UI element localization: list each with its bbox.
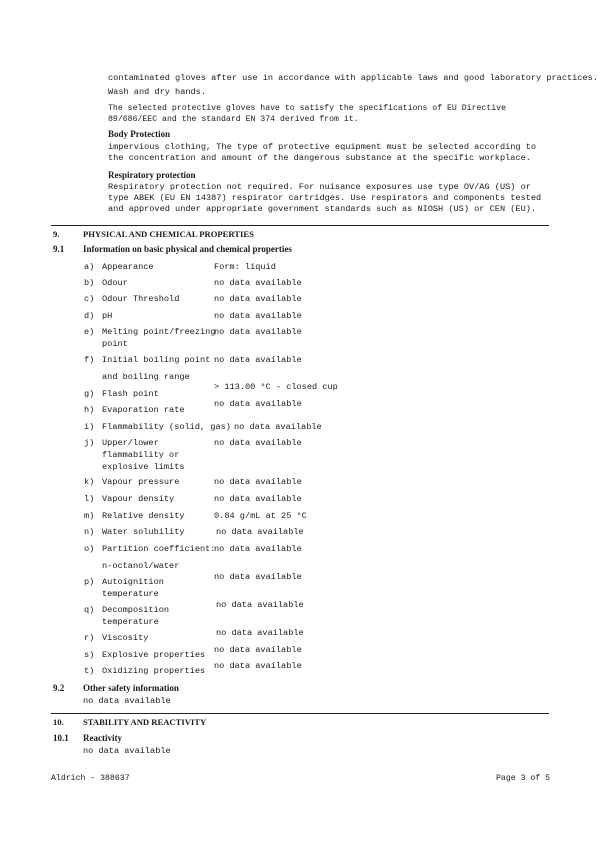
section-10-number: 10. [53, 717, 64, 727]
subsection-9-2-title: Other safety information [83, 683, 179, 693]
section-10-rule [51, 713, 549, 714]
property-value: no data available [214, 438, 302, 448]
gloves-line-2: Wash and dry hands. [108, 87, 206, 97]
property-value: no data available [214, 645, 302, 655]
property-name: Viscosity [102, 633, 149, 643]
property-name-line-2: point [102, 339, 128, 349]
property-value: > 113.00 °C - closed cup [214, 382, 338, 392]
property-name: Relative density [102, 511, 185, 521]
property-name: Evaporation rate [102, 405, 185, 415]
property-name: Vapour pressure [102, 477, 180, 487]
subsection-10-1-text: no data available [83, 746, 171, 756]
property-letter: m) [84, 511, 95, 521]
footer-page-number: Page 3 of 5 [496, 774, 551, 783]
respiratory-text: Respiratory protection not required. For nuisance exposures use type OV/AG (US) or type ABEK (EU EN 14387) respirator cartridges. Use respirators and components tested and approved under appropriate government standards such as NIOSH (US) or CEN (EU). [108, 182, 542, 214]
property-name-line-3: explosive limits [102, 462, 185, 472]
property-letter: a) [84, 262, 95, 272]
property-value: no data available [214, 327, 302, 337]
property-name: Decomposition [102, 605, 170, 615]
property-value: no data available [216, 527, 304, 537]
property-value: Form: liquid [214, 262, 276, 272]
subsection-10-1-number: 10.1 [53, 733, 69, 743]
property-letter: e) [84, 327, 95, 337]
subsection-10-1-title: Reactivity [83, 733, 122, 743]
body-protection-text: impervious clothing, The type of protective equipment must be selected according to the concentration and amount of the dangerous substance at the specific workplace. [108, 142, 537, 163]
section-9-number: 9. [53, 229, 60, 239]
property-name-line-2: n-octanol/water [102, 561, 180, 571]
property-name-line-2: and boiling range [102, 372, 190, 382]
property-value: no data available [214, 311, 302, 321]
property-value: no data available [214, 572, 302, 582]
property-name: Flash point [102, 389, 159, 399]
property-value: no data available [214, 294, 302, 304]
property-name: Upper/lower [102, 438, 159, 448]
respiratory-heading: Respiratory protection [108, 170, 196, 180]
subsection-9-2-number: 9.2 [53, 683, 65, 693]
section-9-rule [51, 225, 549, 226]
property-letter: n) [84, 527, 95, 537]
footer-product: Aldrich - 388637 [51, 774, 130, 783]
property-value: no data available [214, 477, 302, 487]
property-name: Appearance [102, 262, 154, 272]
property-value: no data available [216, 628, 304, 638]
property-letter: o) [84, 544, 95, 554]
property-value: no data available [214, 278, 302, 288]
property-letter: q) [84, 605, 95, 615]
property-name-line-2: flammability or [102, 450, 180, 460]
property-value: no data available [214, 494, 302, 504]
subsection-9-1-title: Information on basic physical and chemical properties [83, 244, 292, 254]
property-letter: l) [84, 494, 95, 504]
property-letter: f) [84, 355, 95, 365]
property-name: Melting point/freezing [102, 327, 216, 337]
gloves-spec: The selected protective gloves have to satisfy the specifications of EU Directive 89/686/EEC and the standard EN 374 derived from it. [108, 104, 506, 124]
property-value: no data available [216, 600, 304, 610]
property-name: Partition coefficient: [102, 544, 216, 554]
property-letter: c) [84, 294, 95, 304]
property-name: Explosive properties [102, 650, 206, 660]
property-value: no data available [214, 355, 302, 365]
property-letter: h) [84, 405, 95, 415]
property-value: 0.84 g/mL at 25 °C [214, 511, 307, 521]
property-name: Odour Threshold [102, 294, 180, 304]
property-name: pH [102, 311, 113, 321]
property-name: Flammability (solid, gas) [102, 422, 231, 432]
property-letter: s) [84, 650, 95, 660]
subsection-9-1-number: 9.1 [53, 244, 65, 254]
property-name: Autoignition [102, 577, 164, 587]
property-value: no data available [234, 422, 322, 432]
property-name: Odour [102, 278, 128, 288]
property-value: no data available [214, 399, 302, 409]
property-letter: d) [84, 311, 95, 321]
property-letter: b) [84, 278, 95, 288]
property-name-line-2: temperature [102, 589, 159, 599]
property-letter: k) [84, 477, 95, 487]
property-value: no data available [214, 661, 302, 671]
body-protection-heading: Body Protection [108, 129, 171, 139]
property-letter: i) [84, 422, 95, 432]
property-letter: r) [84, 633, 95, 643]
property-name: Water solubility [102, 527, 185, 537]
property-letter: g) [84, 389, 95, 399]
gloves-line-1: contaminated gloves after use in accordance with applicable laws and good laboratory practices. [108, 73, 598, 83]
property-name-line-2: temperature [102, 617, 159, 627]
property-name: Initial boiling point [102, 355, 211, 365]
property-name: Vapour density [102, 494, 175, 504]
subsection-9-2-text: no data available [83, 696, 171, 706]
property-letter: p) [84, 577, 95, 587]
section-10-title: STABILITY AND REACTIVITY [83, 717, 207, 727]
property-letter: t) [84, 666, 95, 676]
property-value: no data available [214, 544, 302, 554]
property-name: Oxidizing properties [102, 666, 206, 676]
property-letter: j) [84, 438, 95, 448]
section-9-title: PHYSICAL AND CHEMICAL PROPERTIES [83, 229, 254, 239]
